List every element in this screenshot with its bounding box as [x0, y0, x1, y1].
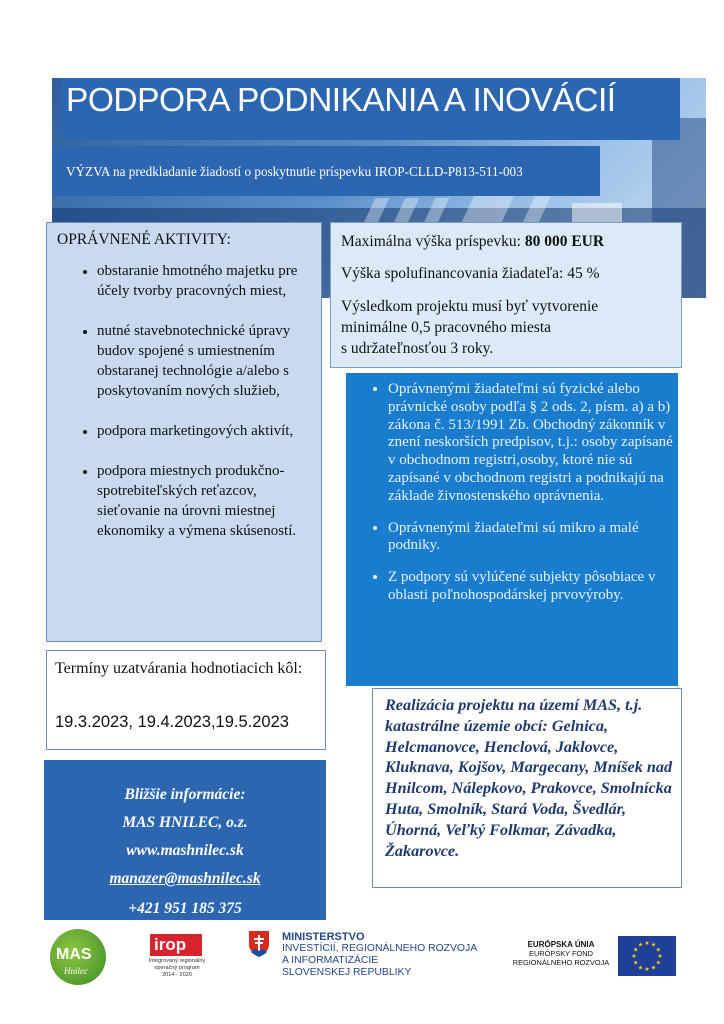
- organization-name: MAS HNILEC, o.z.: [122, 814, 248, 831]
- svg-text:★: ★: [655, 959, 661, 967]
- activity-item: • podpora marketingových aktivít,: [97, 421, 307, 441]
- activity-item: • obstaranie hmotného majetku pre účely tvorby pracovných miest,: [97, 261, 307, 301]
- project-area-text: Realizácia projektu na území MAS, t.j. katastrálne územie obcí: Gelnica, Helcmanovce, Henclová, Jaklovce, Kluknava, Kojšov, Margecany, Mníšek nad Hnilcom, Nálepkovo, Prakovce, Smolnícka Huta, Smolník, Stará Voda, Švedlár, Úhorná, Veľký Folkmar, Závadka, Žakarovce.: [385, 696, 673, 860]
- deadlines-dates: 19.3.2023, 19.4.2023,19.5.2023: [55, 713, 289, 731]
- svg-text:★: ★: [637, 964, 644, 972]
- eligibility-list: [346, 381, 676, 619]
- svg-text:★: ★: [650, 964, 657, 972]
- email-link[interactable]: manazer@mashnilec.sk: [109, 870, 261, 887]
- eligible-applicants-box: [346, 373, 678, 686]
- activity-item: • nutné stavebnotechnické úpravy budov spojené s umiestnením obstaranej technológie a/alebo s poskytovaním nových služieb,: [97, 321, 307, 401]
- slovak-coat-of-arms-icon: [248, 930, 270, 958]
- max-contribution-value: 80 000 EUR: [524, 233, 605, 250]
- eligible-activities-box: [46, 222, 322, 642]
- svg-text:★: ★: [631, 953, 637, 960]
- cofinancing-rate: Výška spolufinancovania žiadateľa: 45 %: [341, 265, 600, 282]
- phone-number: +421 951 185 375: [128, 900, 242, 917]
- result-requirement-line2: minimálne 0,5 pracovného miesta: [341, 319, 552, 336]
- deadlines-label: Termíny uzatvárania hodnotiacich kôl:: [55, 660, 303, 677]
- result-requirement-line1: Výsledkom projektu musí byť vytvorenie: [341, 298, 599, 315]
- svg-text:★: ★: [644, 940, 650, 947]
- eligibility-item: • Z podpory sú vylúčené subjekty pôsobiace v oblasti poľnohospodárskej prvovýroby.: [388, 569, 676, 605]
- eu-flag-icon: [618, 936, 676, 976]
- activities-heading: OPRÁVNENÉ AKTIVITY:: [57, 231, 231, 248]
- eligibility-item: • Oprávnenými žiadateľmi sú fyzické alebo právnické osoby podľa § 2 ods. 2, písm. a) a b) zákona č. 513/1991 Zb. Obchodný zákonník v znení neskorších predpisov, t.j.: osoby zapísané v obchodnom registri,osoby, ktoré nie sú zapísané v obchodnom registri a podnikajú na základe živnostenského oprávnenia.: [388, 381, 676, 506]
- svg-text:★: ★: [655, 946, 661, 954]
- contact-box: [44, 760, 326, 920]
- eu-fund-text: EURÓPSKA ÚNIA EURÓPSKY FOND REGIONÁLNEHO ROZVOJA: [512, 940, 610, 967]
- svg-text:★: ★: [633, 946, 639, 954]
- irop-caption: Integrovaný regionálny operačný program 2014 - 2020: [148, 958, 206, 978]
- call-subtitle: VÝZVA na predkladanie žiadostí o poskytnutie príspevku IROP-CLLD-P813-511-003: [66, 164, 523, 179]
- svg-text:★: ★: [633, 959, 639, 967]
- deadlines-box: [46, 650, 326, 750]
- page-title: PODPORA PODNIKANIA A INOVÁCIÍ: [66, 82, 616, 119]
- website-link[interactable]: www.mashnilec.sk: [126, 842, 244, 859]
- ministry-logo-text: MINISTERSTVO INVESTÍCIÍ, REGIONÁLNEHO ROZVOJA A INFORMATIZÁCIE SLOVENSKEJ REPUBLIKY: [282, 931, 478, 978]
- eligibility-item: • Oprávnenými žiadateľmi sú mikro a malé podniky.: [388, 520, 676, 556]
- activities-list: [47, 261, 307, 561]
- max-contribution: Maximálna výška príspevku: 80 000 EUR: [341, 233, 605, 250]
- result-requirement-line3: s udržateľnosťou 3 roky.: [341, 340, 494, 357]
- svg-text:★: ★: [637, 941, 644, 949]
- svg-text:★: ★: [657, 953, 663, 960]
- svg-text:★: ★: [650, 941, 657, 949]
- irop-logo: irop: [150, 934, 202, 956]
- contact-heading: Bližšie informácie:: [124, 786, 246, 803]
- project-area-box: [372, 688, 682, 888]
- funding-box: [330, 222, 682, 368]
- svg-text:★: ★: [644, 966, 650, 973]
- mas-hnilec-logo: MAS Hnilec: [50, 929, 106, 985]
- activity-item: • podpora miestnych produkčno-spotrebiteľských reťazcov, sieťovanie na úrovni miestnej ekonomiky a výmena skúseností.: [97, 461, 307, 541]
